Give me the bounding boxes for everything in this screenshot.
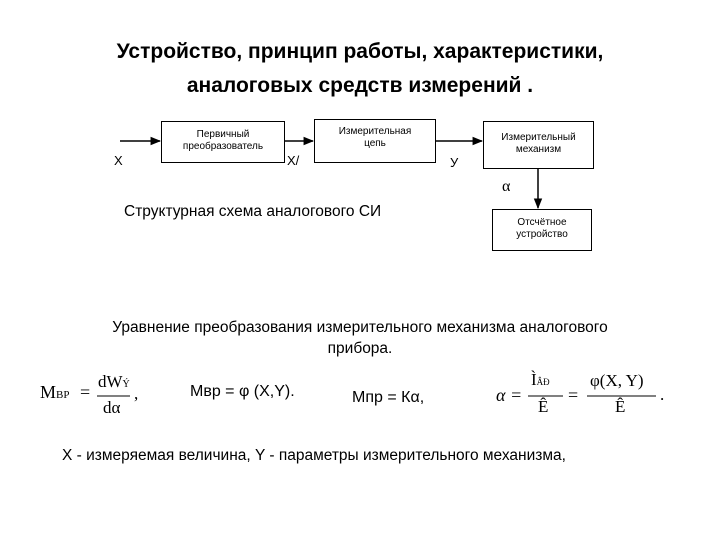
eq4-lhs: α = (496, 385, 523, 405)
eq4-denominator-1: Ê (538, 397, 549, 416)
deflection-angle-label: α (502, 178, 511, 195)
circuit-output-label: У (450, 155, 459, 170)
eq2-text: Мвр = φ (X,Y). (190, 383, 295, 400)
page-title-line-1: Устройство, принцип работы, характеристики, (116, 40, 604, 63)
diagram-caption: Структурная схема аналогового СИ (124, 203, 382, 220)
eq4-numerator-2: φ(X, Y) (590, 371, 644, 390)
eq4-denominator-2: Ê (615, 397, 626, 416)
eq1-equals: = (80, 382, 91, 402)
primary-converter-line-2: преобразователь (182, 141, 264, 152)
readout-device-line-2: устройство (516, 229, 568, 240)
readout-device-line-1: Отсчётное (517, 217, 567, 228)
eq1-tail: , (134, 384, 139, 403)
primary-converter-line-1: Первичный (196, 129, 250, 140)
measuring-mechanism-box (483, 121, 594, 169)
eq1-denominator: dα (103, 398, 121, 417)
converter-output-label: X/ (287, 153, 300, 168)
readout-device-box (492, 209, 592, 251)
measuring-circuit-box (314, 119, 436, 163)
equation-heading-line-1: Уравнение преобразования измерительного механизма аналогового (112, 319, 608, 336)
eq1-lhs (40, 382, 69, 403)
eq1-lhs-subscript: BP (56, 389, 70, 401)
eq1-numerator-subscript: Ý (122, 379, 130, 390)
variable-definitions: X - измеряемая величина, Y - параметры измерительного механизма, (62, 447, 566, 464)
eq4-numerator-1-subscript: ÂÐ (536, 377, 550, 387)
eq4-equals: = (568, 385, 579, 405)
primary-converter-box (161, 121, 285, 163)
measuring-mechanism-line-2: механизм (515, 144, 562, 155)
eq4-numerator-1 (531, 370, 550, 390)
measuring-circuit-line-1: Измерительная (338, 126, 412, 137)
measuring-circuit-line-2: цепь (364, 138, 386, 149)
eq1-numerator (98, 372, 130, 392)
eq1-lhs-symbol: M (40, 382, 57, 402)
eq3-text: Мпр = Кα, (352, 389, 425, 406)
eq4-numerator-1-symbol: Ì (531, 370, 537, 389)
page-title-line-2: аналоговых средств измерений . (186, 74, 534, 97)
eq1-numerator-symbol: dW (98, 372, 123, 391)
equation-heading-line-2: прибора. (327, 340, 393, 357)
eq4-tail: . (660, 385, 665, 404)
measuring-mechanism-line-1: Измерительный (501, 132, 576, 143)
input-signal-label: X (114, 153, 123, 168)
